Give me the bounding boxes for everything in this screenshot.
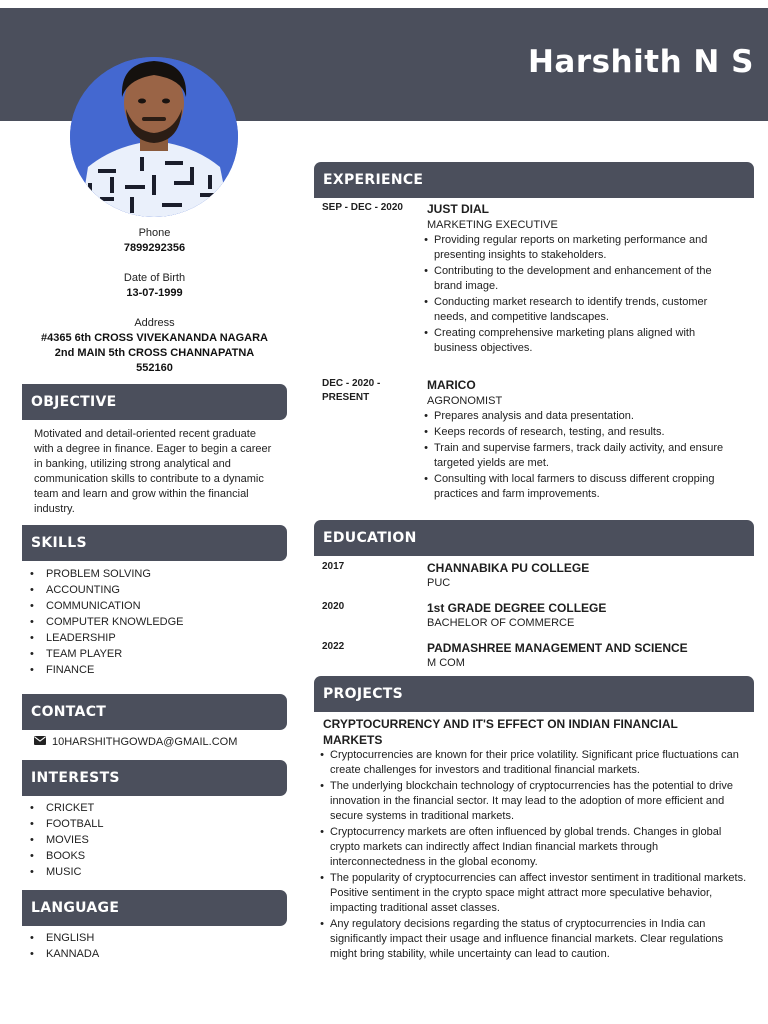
skills-list [22, 566, 282, 678]
job-company: JUST DIAL [427, 202, 490, 216]
list-item: • FOOTBALL [22, 816, 282, 832]
list-item: • The underlying blockchain technology of cryptocurrencies has the potential to drive innovation in the financial sector. It may lead to the adoption of more efficient and secure systems in traditional markets. [314, 779, 752, 824]
job-role: MARKETING EXECUTIVE [427, 219, 558, 231]
education-degree: BACHELOR OF COMMERCE [427, 617, 575, 629]
dob-label: Date of Birth [123, 272, 186, 284]
candidate-name: Harshith N S [527, 44, 754, 80]
phone-label: Phone [138, 227, 171, 239]
list-item: • Cryptocurrency markets are often influenced by global trends. Changes in global crypto markets can indirectly affect Indian financial markets through interconnectedness in the global economy. [314, 825, 752, 870]
address-label: Address [134, 317, 175, 329]
contact-email-row [34, 736, 237, 748]
interests-heading: INTERESTS [22, 760, 287, 796]
list-item: • MOVIES [22, 832, 282, 848]
objective-heading: OBJECTIVE [22, 384, 287, 420]
job-date: SEP - DEC - 2020 [322, 202, 403, 213]
list-item: • ACCOUNTING [22, 582, 282, 598]
list-item: • PROBLEM SOLVING [22, 566, 282, 582]
education-school: CHANNABIKA PU COLLEGE [427, 561, 590, 575]
education-year: 2020 [322, 601, 345, 612]
list-item: • COMPUTER KNOWLEDGE [22, 614, 282, 630]
education-degree: PUC [427, 577, 451, 589]
address-block [22, 316, 287, 376]
list-item: • Providing regular reports on marketing performance and presenting insights to stakeholders. [418, 233, 740, 263]
list-item: • Cryptocurrencies are known for their price volatility. Significant price fluctuations can create challenges for investors and traditional financial markets. [314, 748, 752, 778]
job-date-line-1: DEC - 2020 - [322, 378, 381, 389]
list-item: • BOOKS [22, 848, 282, 864]
list-item: • COMMUNICATION [22, 598, 282, 614]
education-heading: EDUCATION [314, 520, 754, 556]
list-item: • Contributing to the development and enhancement of the brand image. [418, 264, 740, 294]
list-item: • KANNADA [22, 946, 282, 962]
profile-photo [70, 57, 238, 217]
job-date [322, 377, 414, 405]
list-item: • Creating comprehensive marketing plans aligned with business objectives. [418, 326, 740, 356]
language-list [22, 930, 282, 962]
job-role: AGRONOMIST [427, 395, 503, 407]
project-title: CRYPTOCURRENCY AND IT'S EFFECT ON INDIAN FINANCIAL MARKETS [323, 717, 678, 747]
language-heading: LANGUAGE [22, 890, 287, 926]
list-item: • Any regulatory decisions regarding the status of cryptocurrencies in India can significantly impact their usage and influence financial markets. Clear regulations might bring stability, while uncertainty can lead to caution. [314, 917, 752, 962]
person-photo-icon [70, 57, 238, 217]
job-company: MARICO [427, 378, 476, 392]
education-school: 1st GRADE DEGREE COLLEGE [427, 601, 607, 615]
list-item: • LEADERSHIP [22, 630, 282, 646]
education-year: 2022 [322, 641, 345, 652]
experience-heading: EXPERIENCE [314, 162, 754, 198]
dob-value: 13-07-1999 [126, 287, 183, 299]
job-duties-list [418, 409, 740, 503]
list-item: • CRICKET [22, 800, 282, 816]
education-year: 2017 [322, 561, 345, 572]
list-item: • Conducting market research to identify trends, customer needs, and competitive landscapes. [418, 295, 740, 325]
objective-text: Motivated and detail-oriented recent graduate with a degree in finance. Eager to begin a career in banking, utilizing strong analytical and communication skills to contribute to a dynamic team and learn and grow within the financial industry. [34, 428, 272, 515]
address-line-3: 552160 [136, 362, 173, 374]
contact-heading: CONTACT [22, 694, 287, 730]
dob-block [22, 271, 287, 301]
list-item: • ENGLISH [22, 930, 282, 946]
projects-heading: PROJECTS [314, 676, 754, 712]
job-duties-list [418, 233, 740, 357]
job-date-line-2: PRESENT [322, 392, 370, 403]
list-item: • FINANCE [22, 662, 282, 678]
list-item: • MUSIC [22, 864, 282, 880]
envelope-icon [34, 736, 46, 748]
phone-block [22, 226, 287, 256]
list-item: • TEAM PLAYER [22, 646, 282, 662]
address-line-2: 2nd MAIN 5th CROSS CHANNAPATNA [54, 347, 255, 359]
list-item: • Consulting with local farmers to discuss different cropping practices and farm improvements. [418, 472, 740, 502]
project-points-list [314, 748, 752, 963]
skills-heading: SKILLS [22, 525, 287, 561]
list-item: • Keeps records of research, testing, and results. [418, 425, 740, 440]
list-item: • Prepares analysis and data presentation. [418, 409, 740, 424]
list-item: • The popularity of cryptocurrencies can affect investor sentiment in traditional markets. Positive sentiment in the crypto space might attract more speculative behavior, impacting traditional asset classes. [314, 871, 752, 916]
education-degree: M COM [427, 657, 465, 669]
interests-list [22, 800, 282, 880]
education-school: PADMASHREE MANAGEMENT AND SCIENCE [427, 641, 688, 655]
contact-email[interactable]: 10HARSHITHGOWDA@GMAIL.COM [52, 736, 238, 748]
phone-value: 7899292356 [123, 242, 186, 254]
address-line-1: #4365 6th CROSS VIVEKANANDA NAGARA [41, 332, 268, 344]
list-item: • Train and supervise farmers, track daily activity, and ensure targeted yields are met. [418, 441, 740, 471]
